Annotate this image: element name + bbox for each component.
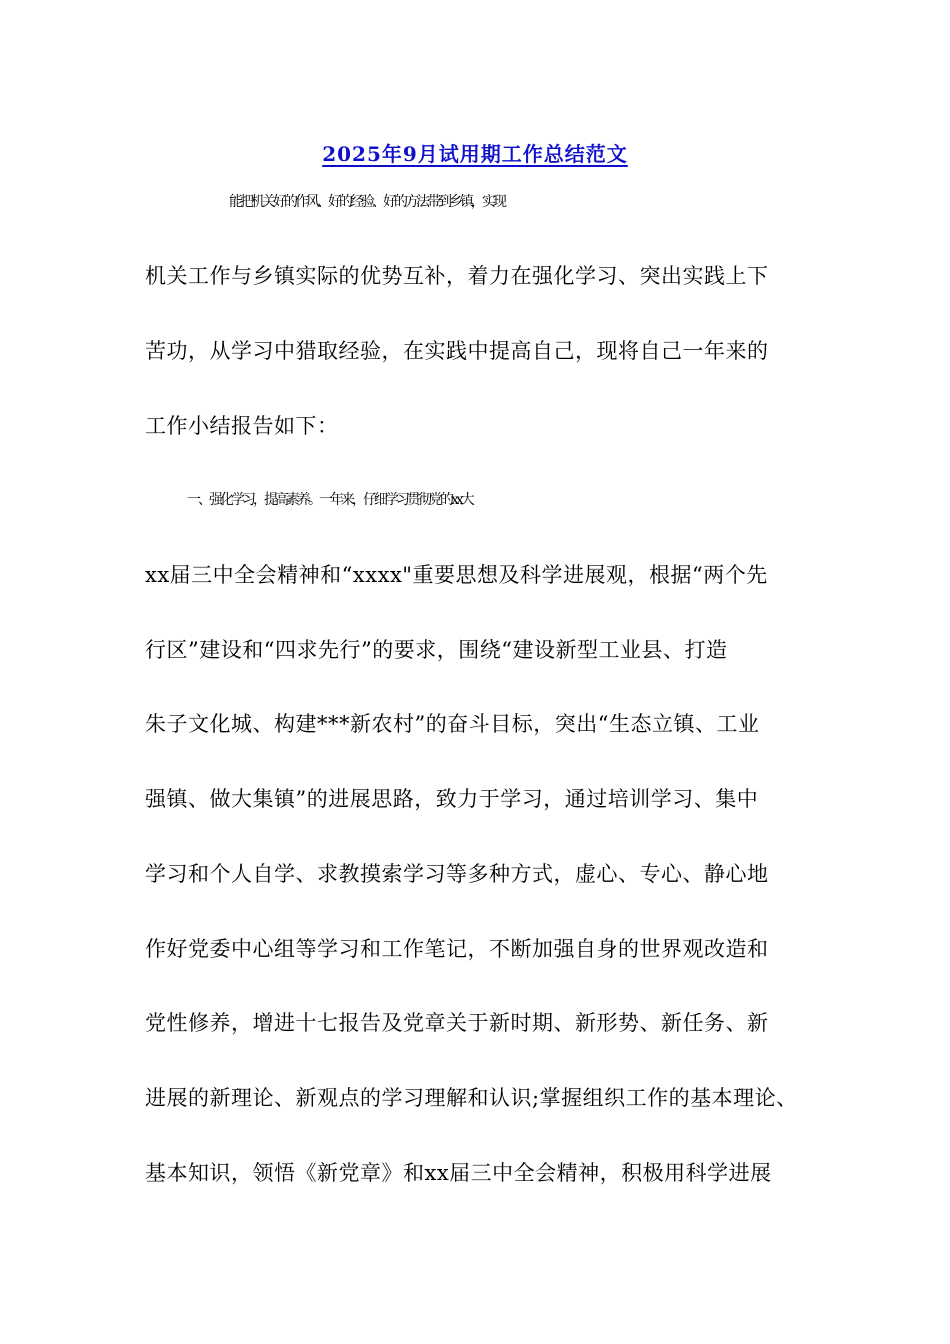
- paragraph-line: 工作小结报告如下：: [145, 414, 339, 438]
- paragraph-line: 学习和个人自学、求教摸索学习等多种方式，虚心、专心、静心地: [145, 862, 769, 886]
- paragraph-line: 行区”建设和“四求先行”的要求，围绕“建设新型工业县、打造: [145, 638, 728, 662]
- document-title[interactable]: 2025年9月试用期工作总结范文: [322, 142, 628, 166]
- paragraph-line: 一、强化学习，提高素养。一年来，仔细学习贯彻党的xx大: [187, 492, 472, 508]
- paragraph-line: 机关工作与乡镇实际的优势互补，着力在强化学习、突出实践上下: [145, 264, 769, 288]
- paragraph-line: 基本知识，领悟《新党章》和xx届三中全会精神，积极用科学进展: [145, 1161, 772, 1185]
- paragraph-line: xx届三中全会精神和“xxxx"重要思想及科学进展观，根据“两个先: [145, 563, 768, 587]
- paragraph-line: 党性修养，增进十七报告及党章关于新时期、新形势、新任务、新: [145, 1011, 769, 1035]
- paragraph-line: 苦功，从学习中猎取经验，在实践中提高自己，现将自己一年来的: [145, 339, 769, 363]
- paragraph-line: 强镇、做大集镇”的进展思路，致力于学习，通过培训学习、集中: [145, 787, 759, 811]
- paragraph-line: 作好党委中心组等学习和工作笔记，不断加强自身的世界观改造和: [145, 937, 769, 961]
- paragraph-line: 朱子文化城、构建***新农村”的奋斗目标，突出“生态立镇、工业: [145, 712, 760, 736]
- paragraph-line: 能把机关好的作风、好的经验、好的方法带到乡镇，实现: [229, 194, 504, 210]
- paragraph-line: 进展的新理论、新观点的学习理解和认识;掌握组织工作的基本理论、: [145, 1086, 798, 1110]
